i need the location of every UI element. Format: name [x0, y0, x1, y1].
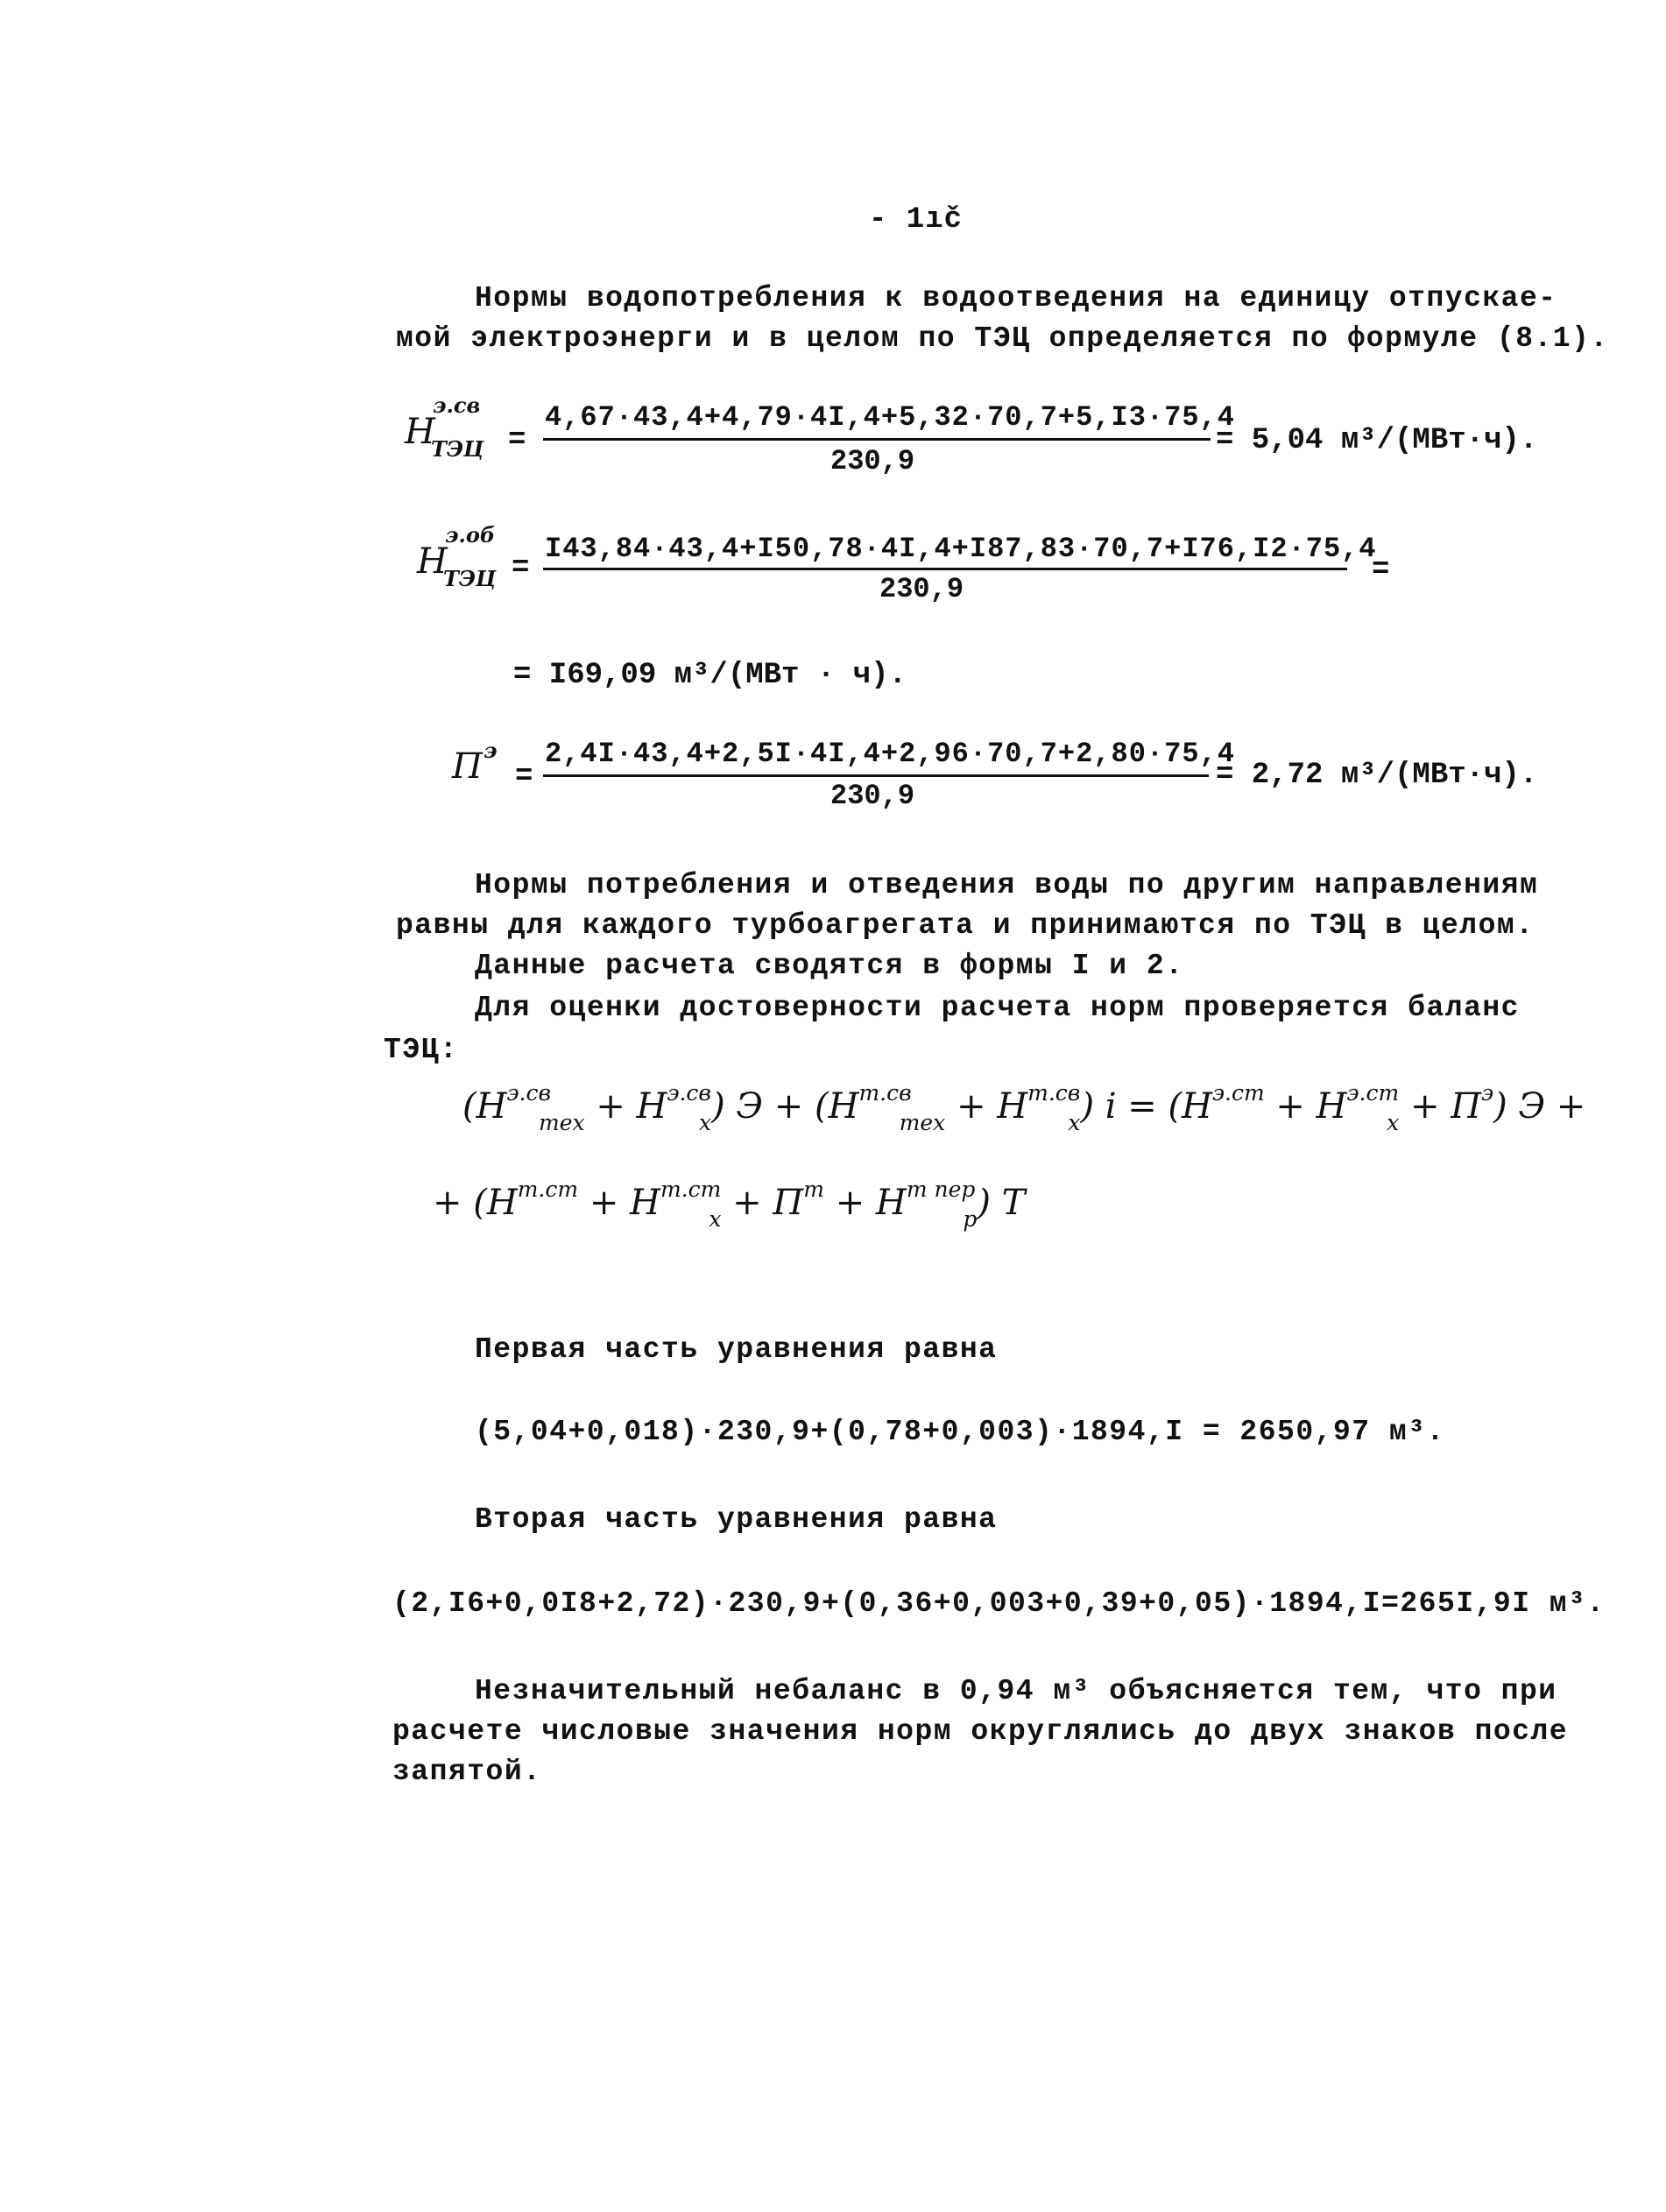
para2-line-2: равны для каждого турбоагрегата и принимаются по ТЭЦ в целом.: [396, 909, 1535, 942]
balance-sub: р: [963, 1206, 978, 1232]
balance-row-1: [462, 1080, 1586, 1135]
formula-3-lhs-sup: э: [484, 738, 498, 763]
formula-1-lhs-sup: э.св: [433, 392, 481, 418]
balance-sub: х: [709, 1206, 722, 1232]
first-part-heading: Первая часть уравнения равна: [475, 1333, 998, 1366]
formula-2-numerator: I43,84·43,4+I50,78·4I,4+I87,83·70,7+I76,I2·75,4: [545, 533, 1377, 565]
conclusion-line-1: Незначительный небаланс в 0,94 м³ объясняется тем, что при: [475, 1675, 1557, 1707]
formula-2-lhs-sub: ТЭЦ: [443, 566, 497, 591]
formula-2-denominator: 230,9: [879, 573, 964, 605]
balance-term: + H: [589, 1183, 660, 1223]
second-part-heading: Вторая часть уравнения равна: [475, 1503, 998, 1536]
formula-1-equals: =: [508, 424, 526, 457]
formula-3-numerator: 2,4I·43,4+2,5I·4I,4+2,96·70,7+2,80·75,4: [545, 738, 1235, 770]
balance-sup: э.ст: [1212, 1080, 1265, 1106]
balance-term: + П: [732, 1183, 804, 1223]
balance-sup: т пер: [906, 1177, 976, 1202]
balance-term: + H: [1275, 1086, 1347, 1127]
balance-sup: э.св: [667, 1080, 711, 1106]
formula-1-fraction-bar: [543, 438, 1211, 441]
balance-sup: т.ст: [660, 1177, 722, 1202]
formula-3-denominator: 230,9: [830, 780, 915, 812]
formula-1-lhs-sub: ТЭЦ: [431, 436, 484, 462]
balance-sub: х: [1068, 1110, 1081, 1135]
balance-sup: т: [803, 1177, 824, 1202]
balance-sub: тех: [539, 1110, 585, 1135]
formula-3-lhs: П: [452, 746, 483, 787]
page-number: - 1ıč: [869, 203, 964, 237]
balance-term: + H: [596, 1086, 667, 1127]
formula-1-numerator: 4,67·43,4+4,79·4I,4+5,32·70,7+5,I3·75,4: [545, 401, 1235, 434]
balance-sup: э: [1481, 1080, 1494, 1106]
conclusion-line-2: расчете числовые значения норм округлялись до двух знаков после: [392, 1715, 1569, 1748]
balance-sub: х: [698, 1110, 712, 1135]
balance-term: ) i = (H: [1080, 1086, 1212, 1127]
balance-sub: х: [1387, 1110, 1400, 1135]
balance-term: ) T: [977, 1183, 1026, 1223]
formula-3-equals: =: [515, 760, 533, 794]
formula-1-denominator: 230,9: [830, 445, 915, 477]
formula-1-lhs: H: [405, 412, 435, 452]
para2-line-3: Данные расчета сводятся в формы I и 2.: [475, 950, 1184, 982]
formula-1-result: = 5,04 м³/(МВт·ч).: [1216, 424, 1538, 457]
para2-line-5: ТЭЦ:: [384, 1034, 459, 1066]
balance-row-2: [433, 1177, 1026, 1232]
balance-term: ) Э +: [1493, 1086, 1586, 1127]
formula-3-result: = 2,72 м³/(МВт·ч).: [1216, 759, 1538, 792]
balance-term: + П: [1409, 1086, 1482, 1127]
intro-line-1: Нормы водопотребления к водоотведения на единицу отпускае-: [475, 282, 1557, 314]
balance-sup: т.ст: [517, 1177, 579, 1202]
formula-2-fraction-bar: [543, 568, 1347, 570]
balance-term: (H: [462, 1086, 507, 1127]
para2-line-1: Нормы потребления и отведения воды по другим направлениям: [475, 869, 1539, 901]
conclusion-line-3: запятой.: [392, 1756, 542, 1788]
second-part-expression: (2,I6+0,0I8+2,72)·230,9+(0,36+0,003+0,39+0,05)·1894,I=265I,9I м³.: [392, 1587, 1606, 1620]
formula-2-result: = I69,09 м³/(МВт · ч).: [513, 659, 907, 692]
balance-term: + H: [835, 1183, 907, 1223]
balance-sub: тех: [899, 1110, 946, 1135]
formula-2-equals: =: [512, 552, 530, 585]
balance-term: + H: [957, 1086, 1028, 1127]
formula-2-lhs: H: [417, 541, 448, 582]
intro-line-2: мой электроэнерги и в целом по ТЭЦ определяется по формуле (8.1).: [396, 322, 1609, 355]
balance-sup: э.ст: [1346, 1080, 1400, 1106]
para2-line-4: Для оценки достоверности расчета норм проверяется баланс: [475, 992, 1520, 1024]
balance-sup: т.св: [858, 1080, 912, 1106]
balance-term: ) Э + (H: [711, 1086, 859, 1127]
formula-2-trailing-equals: =: [1372, 554, 1390, 587]
balance-term: + (H: [433, 1183, 518, 1223]
balance-sup: э.св: [506, 1080, 552, 1106]
first-part-expression: (5,04+0,018)·230,9+(0,78+0,003)·1894,I = 2650,97 м³.: [475, 1416, 1445, 1448]
formula-2-lhs-sup: э.об: [445, 522, 496, 548]
balance-sup: т.св: [1027, 1080, 1081, 1106]
formula-3-fraction-bar: [543, 774, 1209, 777]
